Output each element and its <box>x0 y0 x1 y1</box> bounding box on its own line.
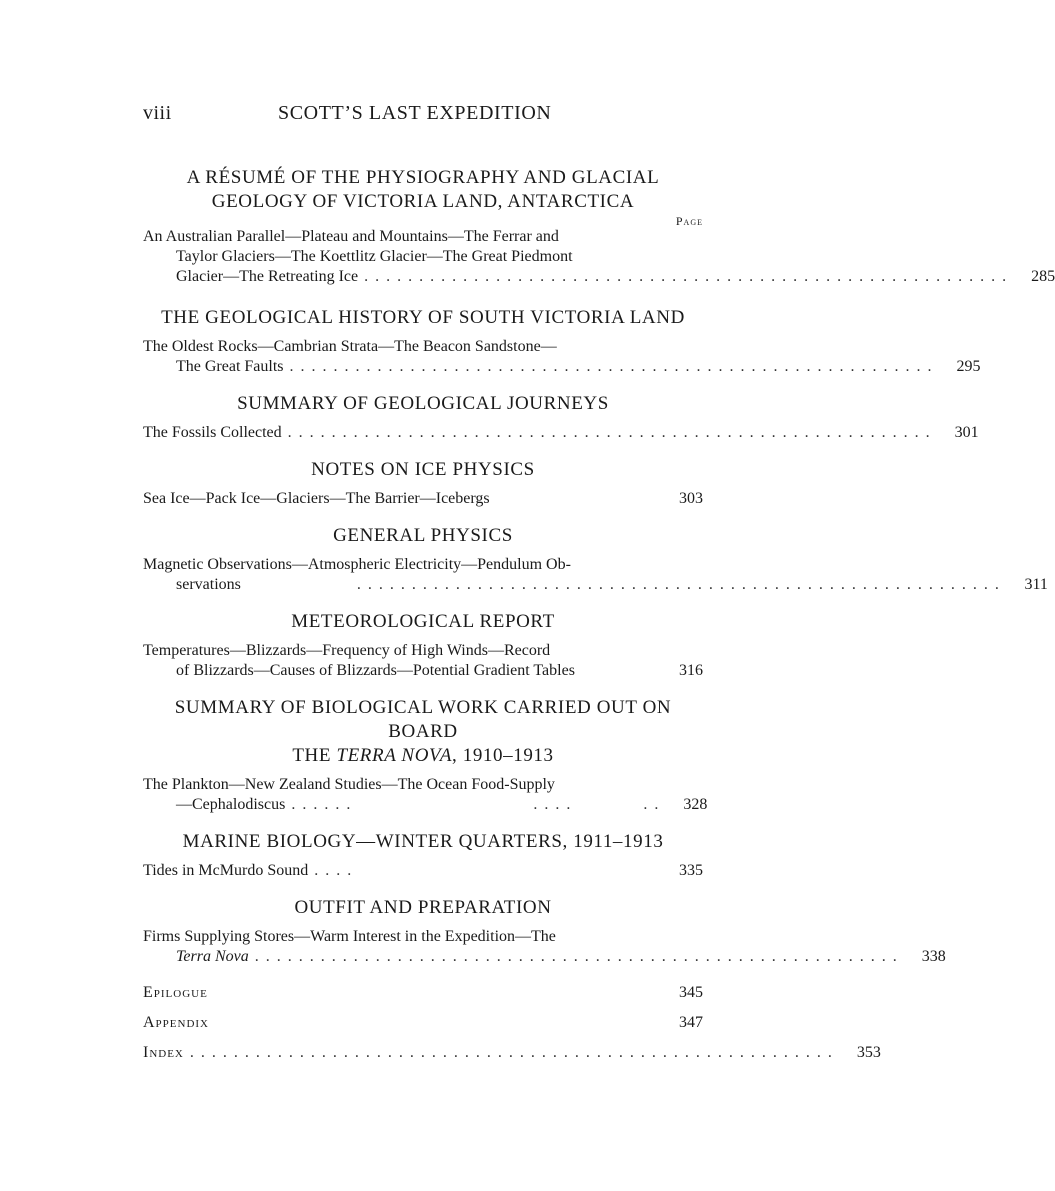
entry-line: Tides in McMurdo Sound <box>143 862 309 879</box>
toc-entry[interactable] <box>143 227 1055 287</box>
heading-line: GEOLOGY OF VICTORIA LAND, ANTARCTICA <box>211 191 635 212</box>
table-of-contents <box>143 166 1055 1063</box>
dot-leader: ........................................................... <box>254 948 904 965</box>
heading-line: GENERAL PHYSICS <box>333 525 513 546</box>
section-heading <box>143 306 703 330</box>
toc-entry[interactable] <box>143 337 981 377</box>
page-number: 285 <box>1031 268 1055 285</box>
toc-entry[interactable] <box>143 555 1048 595</box>
section-heading <box>143 392 703 416</box>
section-heading <box>143 696 703 768</box>
section-heading <box>143 896 703 920</box>
heading-text: , 1910–1913 <box>452 745 554 766</box>
entry-line: Epilogue <box>143 984 208 1001</box>
running-title: SCOTT’S LAST EXPEDITION <box>278 102 552 124</box>
toc-entry[interactable] <box>143 861 703 881</box>
entry-line: The Great Faults <box>176 358 284 375</box>
toc-entry[interactable] <box>143 423 979 443</box>
entry-line: Glacier—The Retreating Ice <box>176 268 359 285</box>
toc-entry[interactable] <box>143 641 703 681</box>
entry-line: Terra Nova <box>176 948 249 965</box>
entry-line: Taylor Glaciers—The Koettlitz Glacier—The Great Piedmont <box>176 248 573 265</box>
dot-leader: .... <box>314 862 359 879</box>
page-number: 328 <box>683 796 708 813</box>
section-heading <box>143 610 703 634</box>
ship-name: TERRA NOVA <box>336 745 453 766</box>
heading-line: SUMMARY OF GEOLOGICAL JOURNEYS <box>237 393 609 414</box>
entry-line: Index <box>143 1044 184 1061</box>
entry-line: —Cephalodiscus <box>176 796 286 813</box>
page-number: 303 <box>679 490 703 507</box>
dot-leader: ........................................................... <box>189 1044 839 1061</box>
entry-line: servations <box>176 576 241 593</box>
page-number: 345 <box>679 984 703 1001</box>
section-heading <box>143 524 703 548</box>
page-number: 301 <box>954 424 979 441</box>
page-number: 347 <box>679 1014 703 1031</box>
entry-line: The Plankton—New Zealand Studies—The Ocean Food-Supply <box>143 776 555 793</box>
toc-entry-epilogue[interactable] <box>143 983 703 1003</box>
toc-entry[interactable] <box>143 927 946 967</box>
running-head <box>143 102 703 130</box>
section-heading <box>143 830 703 854</box>
heading-line: SUMMARY OF BIOLOGICAL WORK CARRIED OUT ON BOARD <box>174 697 672 742</box>
dot-leader: ........................................................... <box>289 358 939 375</box>
page-number: 335 <box>679 862 703 879</box>
dot-leader: ........................................................... <box>356 576 1006 593</box>
toc-entry[interactable] <box>143 489 703 509</box>
entry-line: An Australian Parallel—Plateau and Mountains—The Ferrar and <box>143 228 559 245</box>
page-number: 353 <box>856 1044 881 1061</box>
page-number: 311 <box>1024 576 1048 593</box>
heading-line: METEOROLOGICAL REPORT <box>291 611 555 632</box>
entry-line: Magnetic Observations—Atmospheric Electricity—Pendulum Ob- <box>143 556 571 573</box>
page-folio: viii <box>143 102 172 124</box>
entry-line: Temperatures—Blizzards—Frequency of High Winds—Record <box>143 642 551 659</box>
dot-leader: ........................................................... <box>364 268 1014 285</box>
entry-line: The Oldest Rocks—Cambrian Strata—The Beacon Sandstone— <box>143 338 557 355</box>
heading-line: THE GEOLOGICAL HISTORY OF SOUTH VICTORIA LAND <box>161 307 685 328</box>
heading-line: A RÉSUMÉ OF THE PHYSIOGRAPHY AND GLACIAL <box>186 167 660 188</box>
section-heading <box>143 166 703 214</box>
page-column-label: Page <box>675 214 703 228</box>
heading-text: THE <box>292 745 337 766</box>
entry-line: The Fossils Collected <box>143 424 282 441</box>
heading-line: NOTES ON ICE PHYSICS <box>311 459 535 480</box>
entry-line: of Blizzards—Causes of Blizzards—Potential Gradient Tables <box>176 662 575 679</box>
section-heading <box>143 458 703 482</box>
dot-leader: ...... .... .. <box>291 796 666 813</box>
page-number: 295 <box>956 358 981 375</box>
toc-entry[interactable] <box>143 775 708 815</box>
toc-entry-index[interactable] <box>143 1043 881 1063</box>
entry-line: Sea Ice—Pack Ice—Glaciers—The Barrier—Icebergs <box>143 490 490 507</box>
heading-line: MARINE BIOLOGY—WINTER QUARTERS, 1911–1913 <box>182 831 664 852</box>
page-number: 316 <box>679 662 703 679</box>
toc-entry-appendix[interactable] <box>143 1013 703 1033</box>
page-number: 338 <box>921 948 946 965</box>
entry-line: Appendix <box>143 1014 210 1031</box>
heading-line: OUTFIT AND PREPARATION <box>294 897 552 918</box>
dot-leader: ........................................................... <box>287 424 937 441</box>
heading-line <box>143 744 703 768</box>
entry-line: Firms Supplying Stores—Warm Interest in the Expedition—The <box>143 928 556 945</box>
